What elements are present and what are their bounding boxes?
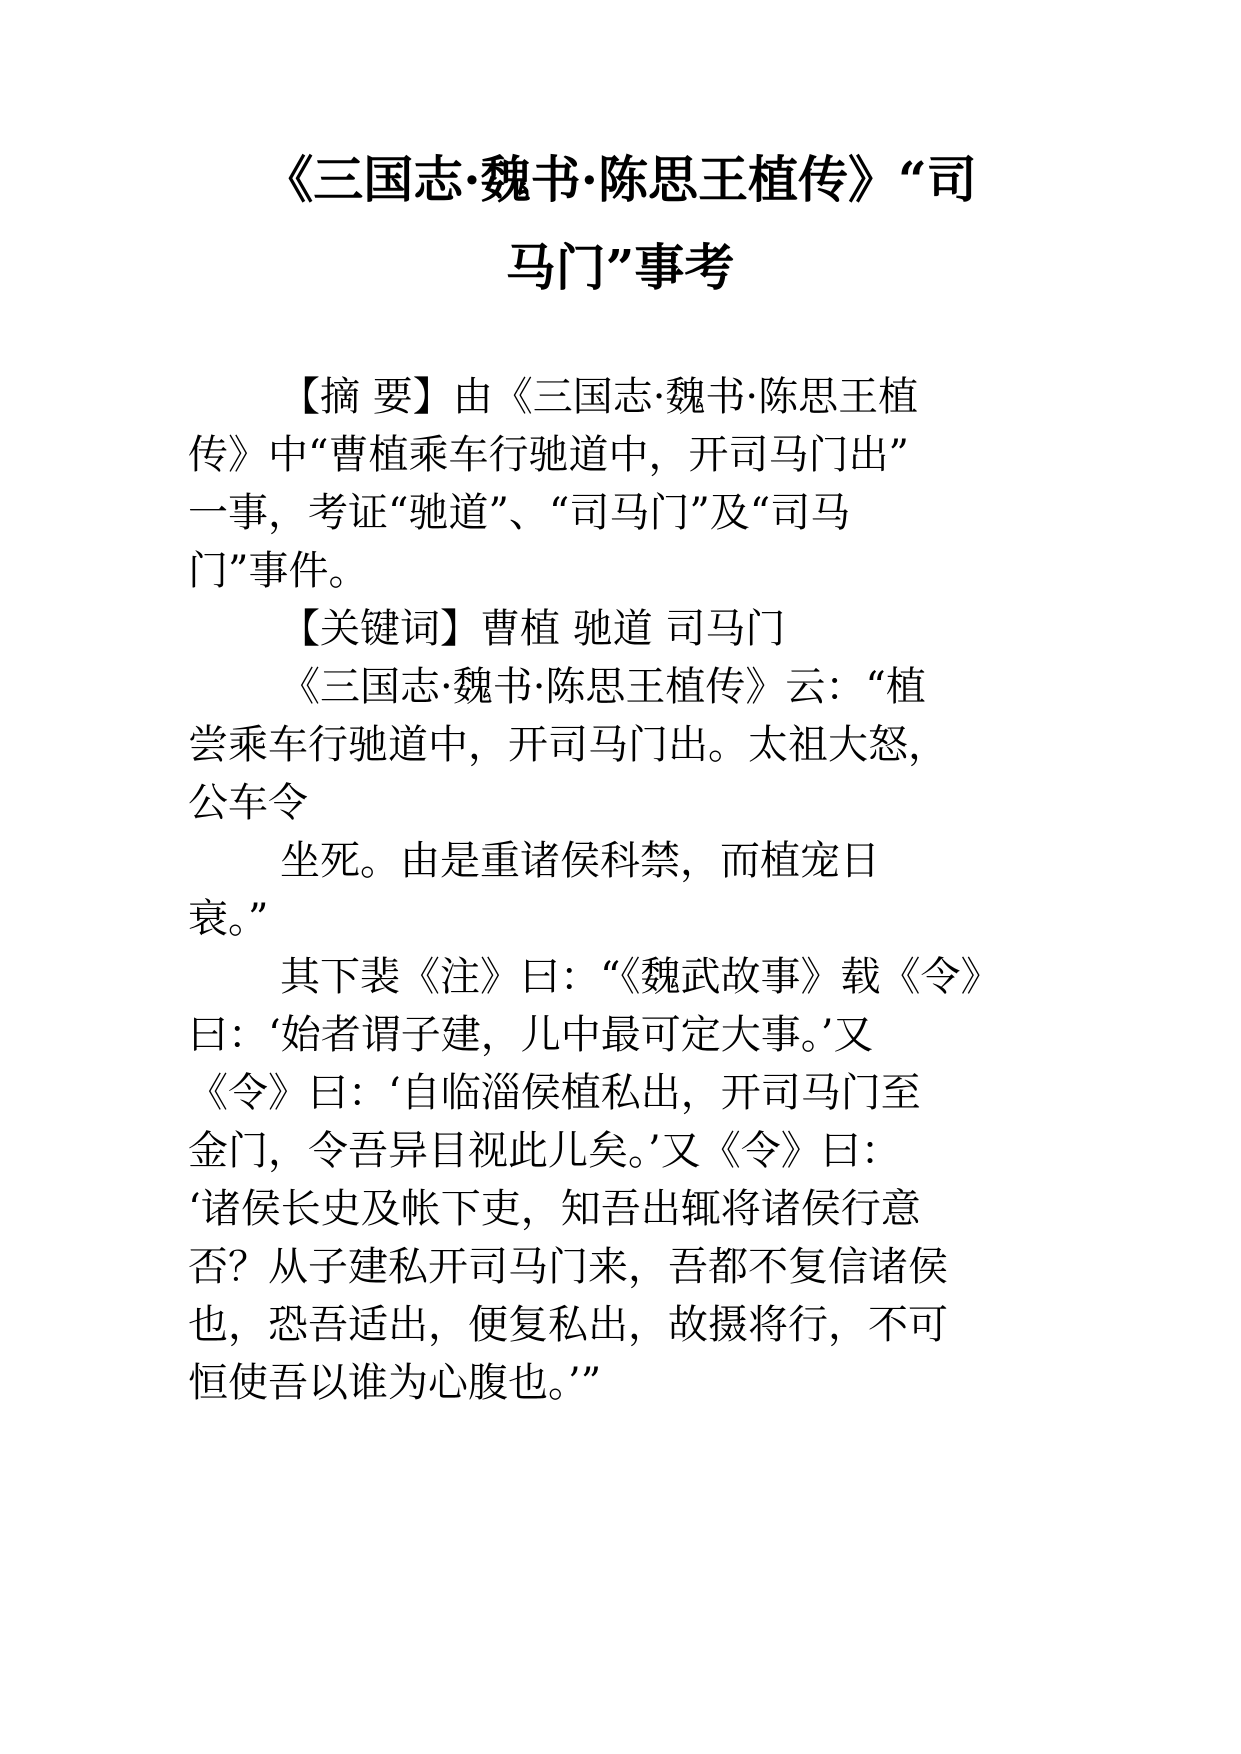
paragraph-3-line-3: 《令》曰：‘自临淄侯植私出，开司马门至 (188, 1070, 921, 1116)
paragraph-3-line-1: 其下裴《注》曰：“《魏武故事》载《令》 (280, 954, 1001, 1000)
paragraph-1-line-3: 公车令 (188, 780, 308, 826)
abstract-line-3: 一事，考证“驰道”、“司马门”及“司马 (188, 490, 851, 536)
paragraph-3-line-8: 恒使吾以谁为心腹也。’” (188, 1360, 602, 1406)
paragraph-1-line-2: 尝乘车行驰道中，开司马门出。太祖大怒， (188, 722, 948, 768)
abstract-line-1: 【摘 要】由《三国志·魏书·陈思王植 (280, 374, 919, 420)
paragraph-1-line-1: 《三国志·魏书·陈思王植传》云：“植 (280, 664, 926, 710)
title-line-2: 马门”事考 (505, 238, 735, 297)
paragraph-2-line-1: 坐死。由是重诸侯科禁，而植宠日 (280, 838, 880, 884)
paragraph-3-line-2: 曰：‘始者谓子建，儿中最可定大事。’又 (188, 1012, 874, 1058)
paragraph-2-line-2: 衰。” (188, 896, 269, 942)
abstract-line-4: 门”事件。 (188, 548, 369, 594)
title-line-1: 《三国志·魏书·陈思王植传》“司 (263, 150, 977, 209)
keywords-line: 【关键词】曹植 驰道 司马门 (280, 606, 786, 652)
paragraph-3-line-7: 也，恐吾适出，便复私出，故摄将行，不可 (188, 1302, 948, 1348)
abstract-line-2: 传》中“曹植乘车行驰道中，开司马门出” (188, 432, 909, 478)
paragraph-3-line-5: ‘诸侯长史及帐下吏，知吾出辄将诸侯行意 (188, 1186, 921, 1232)
paragraph-3-line-4: 金门，令吾异目视此儿矣。’又《令》曰： (188, 1128, 901, 1174)
paragraph-3-line-6: 否？从子建私开司马门来，吾都不复信诸侯 (188, 1244, 948, 1290)
